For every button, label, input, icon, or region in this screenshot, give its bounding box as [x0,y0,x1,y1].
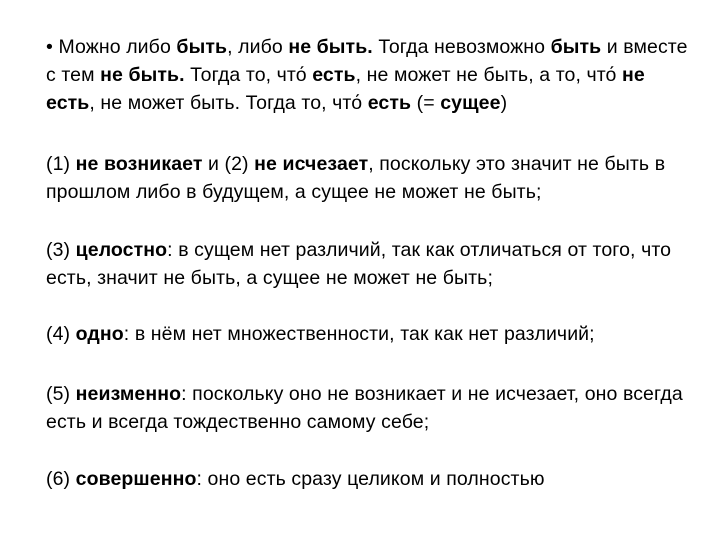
text-run: , не может не быть, а то, что́ [355,64,623,86]
text-run: : оно есть сразу целиком и полностью [196,468,545,490]
paragraph-point-5 [46,380,696,436]
text-run: , не может быть. Тогда то, что́ [89,92,368,114]
text-run: : в нём нет множественности, так как нет различий; [123,323,595,345]
text-run: , поскольку это значит не быть в прошлом либо в будущем, а сущее не может не быть; [46,153,666,203]
bold-term: не возникает [75,153,203,175]
bold-term: есть [367,92,412,114]
text-run: ) [500,92,508,114]
paragraph-point-3 [46,236,696,292]
text-run: и (2) [202,153,255,175]
bold-term: быть [176,36,228,58]
bold-term: не быть. [288,36,373,58]
text-run: (5) [46,383,76,405]
paragraph-point-1-2 [46,150,696,206]
bold-term: есть [312,64,356,86]
bold-term: не исчезает [254,153,369,175]
bold-term: быть [550,36,602,58]
text-run: (= [411,92,441,114]
bold-term: одно [75,323,124,345]
text-run: : в сущем нет различий, так как отличаться от того, что есть, значит не быть, а сущее не может не быть; [46,239,672,289]
bold-term: целостно [75,239,168,261]
text-run: и вместе с тем [46,36,688,86]
text-run: , либо [227,36,289,58]
bold-term: совершенно [75,468,197,490]
text-run: • Можно либо [46,36,177,58]
bold-term: сущее [440,92,501,114]
bold-term: не быть. [100,64,185,86]
text-run: (6) [46,468,76,490]
text-run: (4) [46,323,76,345]
bold-term: неизменно [75,383,182,405]
paragraph-point-6 [46,465,696,493]
text-run: (1) [46,153,76,175]
text-run: : поскольку оно не возникает и не исчезает, оно всегда есть и всегда тождественно самому себе; [46,383,683,433]
paragraph-intro [46,33,696,117]
bold-term: не есть [46,64,645,114]
text-run: Тогда то, что́ [184,64,313,86]
text-run: (3) [46,239,76,261]
paragraph-point-4 [46,320,696,348]
text-run: Тогда невозможно [372,36,551,58]
